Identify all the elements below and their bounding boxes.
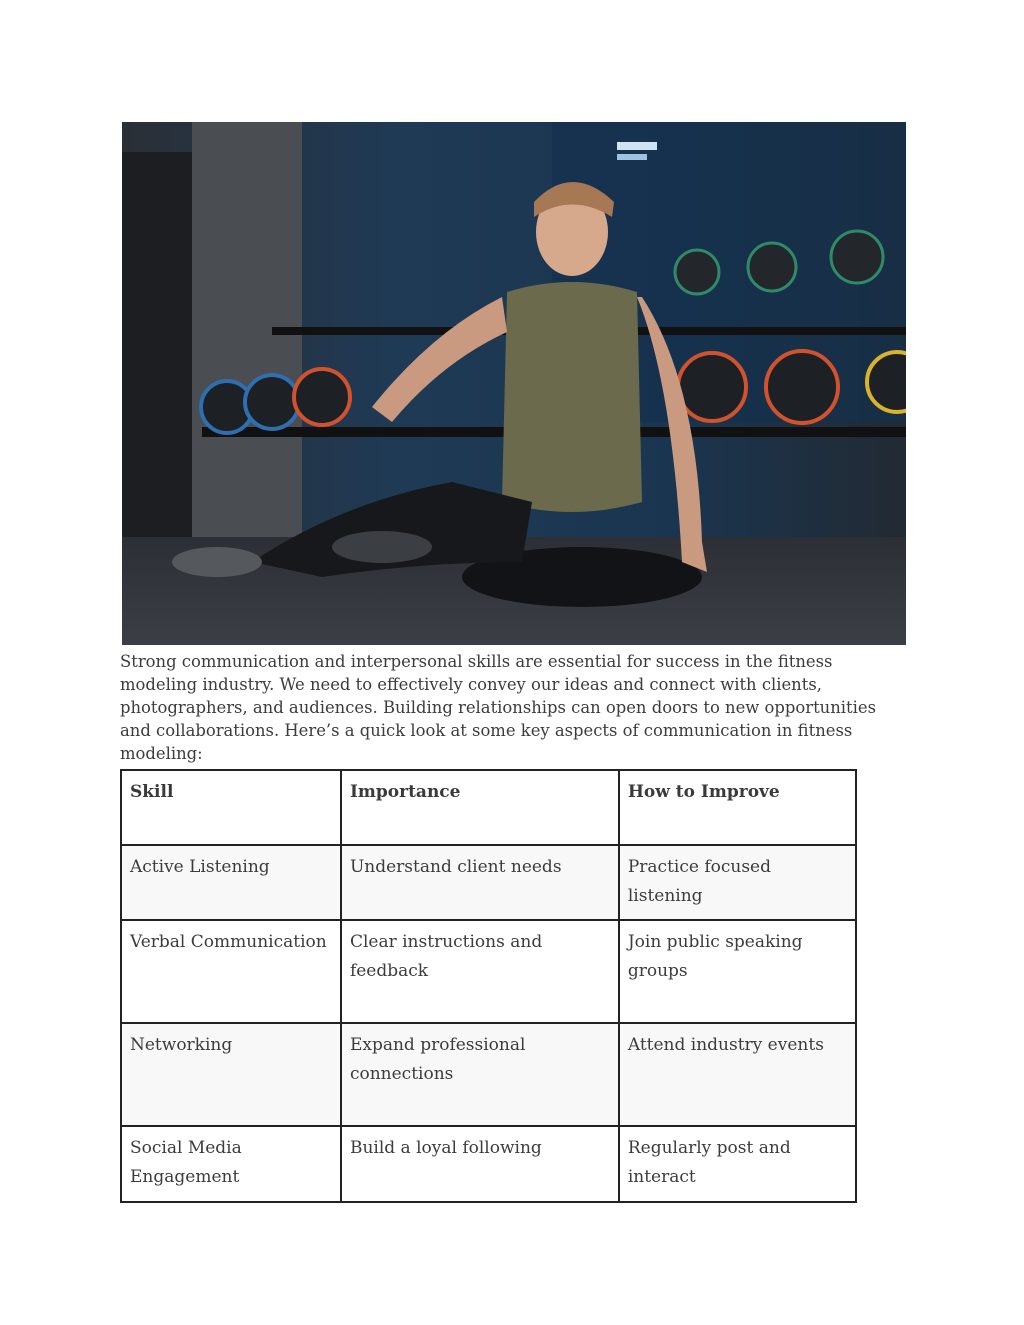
cell-skill: Social Media Engagement — [121, 1126, 341, 1202]
gym-photo — [122, 122, 906, 645]
cell-importance: Build a loyal following — [341, 1126, 619, 1202]
header-skill: Skill — [121, 770, 341, 845]
skills-table — [120, 769, 857, 1203]
intro-paragraph: Strong communication and interpersonal skills are essential for success in the fitness modeling industry. We need to effectively convey our ideas and connect with clients, photographers, and audiences. Building relationships can open doors to new opportunities and collaborations. Here’s a quick look at some key aspects of communication in fitness modeling: — [120, 652, 876, 763]
table-header-row — [121, 770, 856, 845]
cell-how-to-improve: Attend industry events — [619, 1023, 856, 1126]
cell-how-to-improve: Practice focused listening — [619, 845, 856, 920]
cell-how-to-improve: Join public speaking groups — [619, 920, 856, 1023]
table-row — [121, 920, 856, 1023]
table-row — [121, 845, 856, 920]
table-row — [121, 1126, 856, 1202]
cell-importance: Understand client needs — [341, 845, 619, 920]
header-how-to-improve: How to Improve — [619, 770, 856, 845]
cell-skill: Verbal Communication — [121, 920, 341, 1023]
cell-how-to-improve: Regularly post and interact — [619, 1126, 856, 1202]
cell-skill: Networking — [121, 1023, 341, 1126]
cell-importance: Expand professional connections — [341, 1023, 619, 1126]
header-importance: Importance — [341, 770, 619, 845]
table-row — [121, 1023, 856, 1126]
cell-importance: Clear instructions and feedback — [341, 920, 619, 1023]
cell-skill: Active Listening — [121, 845, 341, 920]
